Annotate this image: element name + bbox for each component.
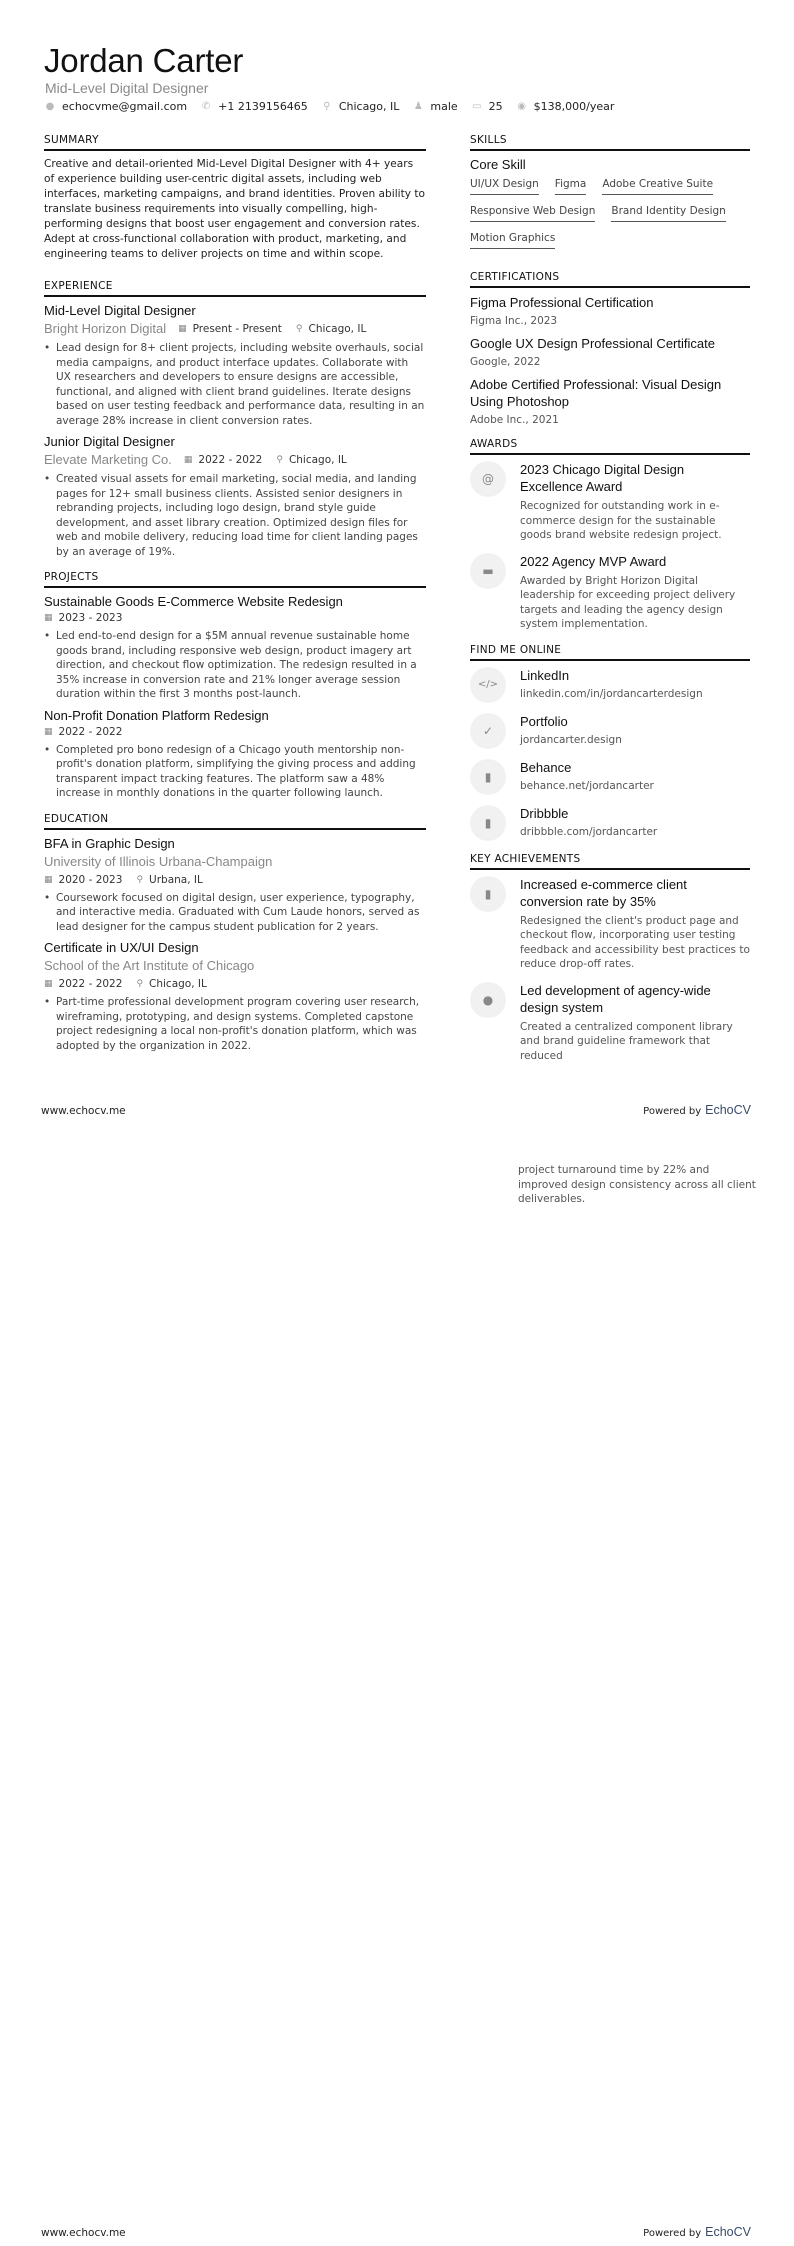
achievement-title: Increased e-commerce client conversion rate by 35% <box>520 876 687 909</box>
compass-icon: ● <box>470 982 506 1018</box>
job-title: Mid-Level Digital Designer <box>44 303 196 318</box>
award-description: Recognized for outstanding work in e-commerce design for the sustainable goods brand website redesign project. <box>520 500 722 541</box>
powered-by-text: Powered by <box>643 1106 702 1117</box>
online-link[interactable]: linkedin.com/in/jordancarterdesign <box>520 687 703 700</box>
school-name: University of Illinois Urbana-Champaign <box>44 853 273 869</box>
online-link[interactable]: jordancarter.design <box>520 733 622 746</box>
achievements-heading: KEY ACHIEVEMENTS <box>470 853 750 870</box>
job-bullet: • Created visual assets for email marketing, social media, and landing pages for 12+ small business clients. Assisted senior designers in rebranding projects, including logo design, brand style guide development, and asset library creation. Optimized design files for web and mobile delivery, reducing load time for client landing pages by an average of 19%. <box>44 473 418 558</box>
award-description: Awarded by Bright Horizon Digital leadership for exceeding project delivery targets and leading the agency design system implementation. <box>520 574 736 630</box>
skill-tag: Figma <box>555 178 587 195</box>
company-name: Elevate Marketing Co. <box>44 452 172 467</box>
award-title: 2022 Agency MVP Award <box>520 553 667 569</box>
experience-item <box>44 434 426 559</box>
certification-item <box>470 376 750 426</box>
project-bullet: • Completed pro bono redesign of a Chicago youth mentorship non-profit's donation platform, simplifying the giving process and adding transparent impact tracking features. The platform saw a 48% increase in monthly donations in the quarter following launch. <box>44 743 416 799</box>
salary-icon: ◉ <box>517 101 527 112</box>
location-icon: ⚲ <box>323 101 331 112</box>
gender-icon: ♟ <box>413 101 423 112</box>
project-item <box>44 594 426 702</box>
education-bullet: • Part-time professional development program covering user research, wireframing, prototyping, and design systems. Completed capstone project redesigning a local non-profit's donation platform, which was adopted by the organization in 2022. <box>44 996 420 1052</box>
certification-title: Adobe Certified Professional: Visual Design Using Photoshop <box>470 377 722 409</box>
project-item <box>44 708 426 801</box>
project-meta <box>44 612 426 624</box>
location-icon: ⚲ <box>276 454 283 465</box>
phone-icon: ✆ <box>201 101 211 112</box>
education-location: Chicago, IL <box>149 978 207 990</box>
degree-title: Certificate in UX/UI Design <box>44 940 199 955</box>
echocv-logo: EchoCV <box>705 2225 751 2239</box>
code-icon: </> <box>470 667 506 703</box>
location-icon: ⚲ <box>136 874 144 885</box>
achievement-continuation: project turnaround time by 22% and improved design consistency across all client deliverables. <box>518 1164 756 1205</box>
school-line <box>44 958 426 973</box>
footer-site-page2[interactable]: www.echocv.me <box>41 2227 126 2239</box>
skill-tag: Motion Graphics <box>470 232 555 249</box>
file-icon: ▮ <box>470 805 506 841</box>
calendar-icon: ▦ <box>183 454 193 465</box>
education-location: Urbana, IL <box>149 873 203 886</box>
certification-item <box>470 335 750 368</box>
project-dates: 2022 - 2022 <box>58 725 123 738</box>
location-icon: ⚲ <box>295 323 303 334</box>
job-dates: 2022 - 2022 <box>198 453 263 466</box>
experience-heading: EXPERIENCE <box>44 280 426 297</box>
contact-salary: ◉ $138,000/year <box>517 100 615 113</box>
online-link[interactable]: behance.net/jordancarter <box>520 779 654 792</box>
education-dates: 2020 - 2023 <box>58 873 123 886</box>
job-dates: Present - Present <box>192 322 282 335</box>
job-meta <box>44 452 426 467</box>
candidate-name: Jordan Carter <box>44 42 244 79</box>
company-name: Bright Horizon Digital <box>44 321 167 336</box>
skill-tag: Adobe Creative Suite <box>602 178 713 195</box>
contact-location: ⚲ Chicago, IL <box>323 100 400 113</box>
awards-section <box>470 438 750 632</box>
calendar-icon: ▦ <box>44 613 53 623</box>
contact-gender: ♟ male <box>413 100 458 113</box>
online-heading: FIND ME ONLINE <box>470 644 750 661</box>
education-heading: EDUCATION <box>44 813 426 830</box>
file-icon: ▮ <box>470 876 506 912</box>
education-item <box>44 940 426 1053</box>
certification-title: Google UX Design Professional Certificate <box>470 336 715 351</box>
projects-heading: PROJECTS <box>44 571 426 588</box>
project-title: Sustainable Goods E-Commerce Website Redesign <box>44 594 343 609</box>
project-dates: 2023 - 2023 <box>58 612 123 624</box>
education-item <box>44 836 426 935</box>
right-column <box>470 134 750 1075</box>
left-column <box>44 134 426 1065</box>
education-bullet: • Coursework focused on digital design, user experience, typography, and interactive media. Graduated with Cum Laude honors, served as lead designer for the campus student publication for 2 years. <box>44 891 420 933</box>
job-location: Chicago, IL <box>308 322 367 335</box>
contact-email[interactable]: ● echocvme@gmail.com <box>45 100 188 113</box>
award-item <box>470 461 750 543</box>
calendar-icon: ▦ <box>44 726 53 737</box>
online-title: Portfolio <box>520 713 568 729</box>
online-title: Behance <box>520 759 572 775</box>
footer-powered-page2[interactable] <box>643 2225 751 2239</box>
projects-section <box>44 571 426 801</box>
achievement-description: Created a centralized component library and brand guideline framework that reduced <box>520 1020 733 1062</box>
certification-issuer: Figma Inc., 2023 <box>470 315 558 327</box>
powered-by-text: Powered by <box>643 2228 702 2239</box>
online-item[interactable] <box>470 713 750 749</box>
skill-tags <box>470 178 750 259</box>
achievement-title: Led development of agency-wide design system <box>520 982 711 1015</box>
achievement-item <box>470 876 750 972</box>
award-item <box>470 553 750 632</box>
skill-group-title: Core Skill <box>470 157 526 172</box>
location-icon: ⚲ <box>136 979 144 989</box>
education-dates: 2022 - 2022 <box>58 978 123 990</box>
skills-section <box>470 134 750 259</box>
footer-site[interactable]: www.echocv.me <box>41 1105 126 1117</box>
certifications-heading: CERTIFICATIONS <box>470 271 750 288</box>
card-icon: ▬ <box>470 553 506 589</box>
job-title: Junior Digital Designer <box>44 434 175 449</box>
award-title: 2023 Chicago Digital Design Excellence Award <box>520 462 685 494</box>
online-title: LinkedIn <box>520 667 570 683</box>
echocv-logo: EchoCV <box>705 1103 751 1117</box>
job-meta <box>44 321 426 336</box>
education-section <box>44 813 426 1054</box>
file-icon: ▮ <box>470 759 506 795</box>
online-item[interactable] <box>470 805 750 841</box>
calendar-icon: ▦ <box>44 874 53 885</box>
experience-section <box>44 280 426 559</box>
certifications-section <box>470 271 750 426</box>
certification-issuer: Google, 2022 <box>470 356 541 368</box>
school-name: School of the Art Institute of Chicago <box>44 958 255 973</box>
skill-tag: Brand Identity Design <box>611 205 725 222</box>
education-meta <box>44 874 426 886</box>
footer-powered[interactable] <box>643 1103 751 1117</box>
certification-item <box>470 294 750 327</box>
candidate-role: Mid-Level Digital Designer <box>45 80 209 96</box>
degree-title: BFA in Graphic Design <box>44 835 175 851</box>
school-line <box>44 854 426 869</box>
achievements-section <box>470 853 750 1064</box>
calendar-icon: ▦ <box>178 323 187 334</box>
online-title: Dribbble <box>520 805 569 821</box>
summary-section <box>44 134 426 262</box>
skills-heading: SKILLS <box>470 134 750 151</box>
job-bullet: • Lead design for 8+ client projects, including website overhauls, social media campaigns, and product interface updates. Collaborate with UX researchers and developers to ensure designs are accessible, functional, and aligned with client brand guidelines. Iterate designs based on user testing feedback and performance data, resulting in an average 28% increase in client conversion rates. <box>44 342 425 427</box>
summary-text: Creative and detail-oriented Mid-Level Digital Designer with 4+ years of experience building user-centric digital assets, including web interfaces, marketing campaigns, and brand identities. Proven ability to translate business requirements into visually compelling, high-performing designs that boost user engagement and conversion rates. Adept at cross-functional collaboration with product, marketing, and engineering teams to deliver projects on time and within scope. <box>44 158 426 260</box>
certification-issuer: Adobe Inc., 2021 <box>470 414 559 426</box>
at-icon: @ <box>470 461 506 497</box>
online-item[interactable] <box>470 759 750 795</box>
job-location: Chicago, IL <box>288 453 347 466</box>
calendar-icon: ▦ <box>44 979 53 989</box>
contact-phone[interactable]: ✆ +1 2139156465 <box>201 100 308 113</box>
contact-bar <box>45 100 628 113</box>
achievement-description: Redesigned the client's product page and checkout flow, incorporating user testing feedback and accessibility best practices to reduce drop-off rates. <box>520 914 750 970</box>
check-icon: ✓ <box>470 713 506 749</box>
summary-heading: SUMMARY <box>44 134 426 151</box>
education-meta <box>44 978 426 990</box>
project-title: Non-Profit Donation Platform Redesign <box>44 707 269 723</box>
experience-item <box>44 303 426 428</box>
project-bullet: • Led end-to-end design for a $5M annual revenue sustainable home goods brand, including responsive web design, product imagery art direction, and checkout flow optimization. The redesign resulted in a 35% increase in conversion rate and 21% longer average session duration within the first 3 months post-launch. <box>44 630 417 700</box>
email-icon: ● <box>45 101 55 112</box>
online-link[interactable]: dribbble.com/jordancarter <box>520 825 658 838</box>
contact-age: ▭ 25 <box>471 100 503 113</box>
skill-tag: UI/UX Design <box>470 178 539 195</box>
awards-heading: AWARDS <box>470 438 750 455</box>
certification-title: Figma Professional Certification <box>470 295 654 310</box>
project-meta <box>44 726 426 738</box>
calendar-icon: ▭ <box>471 101 482 112</box>
online-item[interactable] <box>470 667 750 703</box>
online-section <box>470 644 750 841</box>
achievement-item <box>470 982 750 1064</box>
skill-tag: Responsive Web Design <box>470 205 595 222</box>
